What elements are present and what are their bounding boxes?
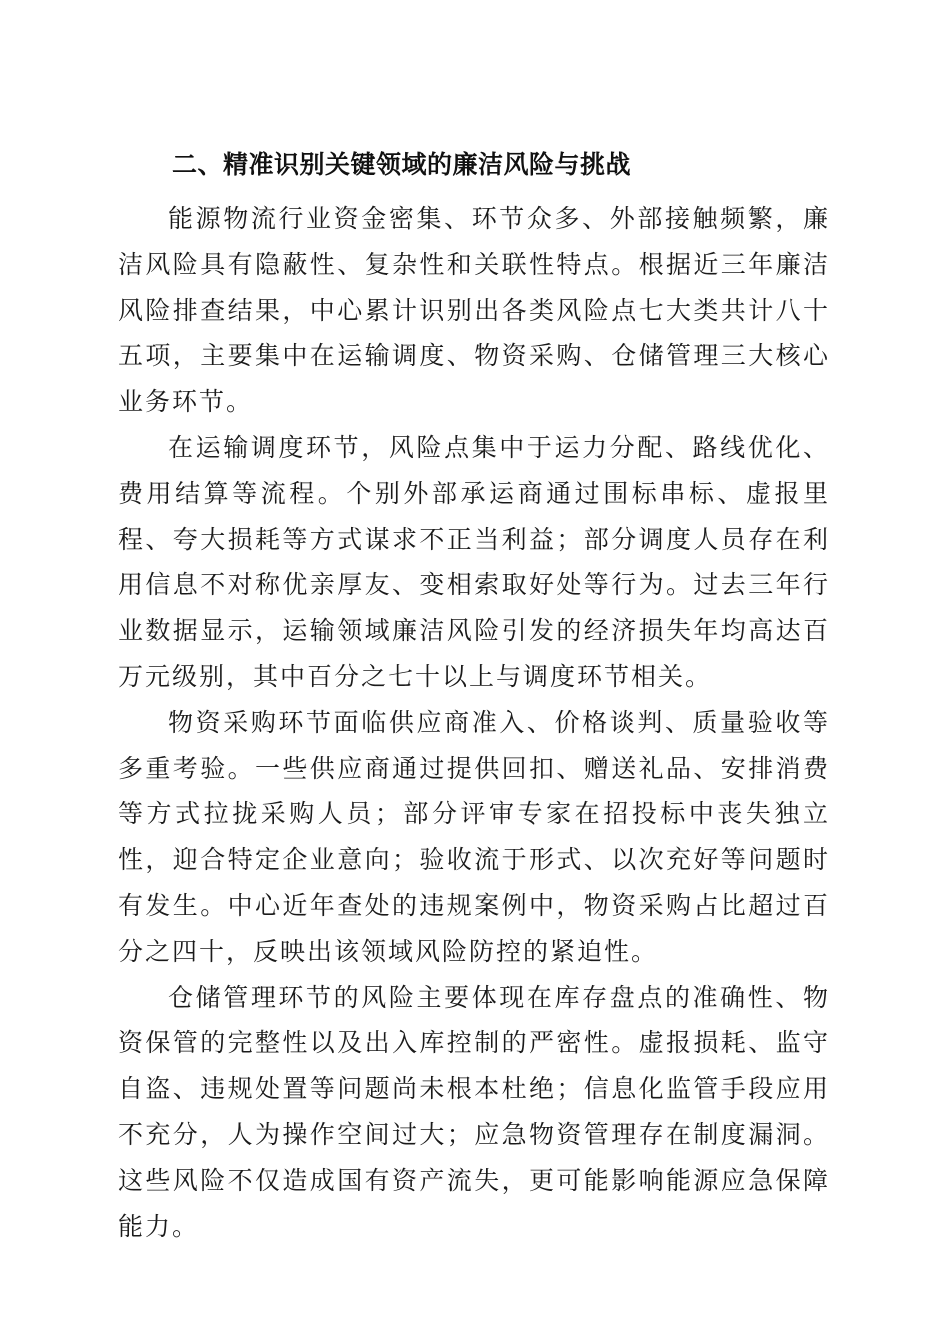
paragraph-transport: 在运输调度环节，风险点集中于运力分配、路线优化、费用结算等流程。个别外部承运商通过围标串标、虚报里程、夸大损耗等方式谋求不正当利益；部分调度人员存在利用信息不对称优亲厚友、变相索取好处等行为。过去三年行业数据显示，运输领域廉洁风险引发的经济损失年均高达百万元级别，其中百分之七十以上与调度环节相关。 (118, 432, 830, 691)
document-body (118, 148, 830, 1249)
section-heading: 二、精准识别关键领域的廉洁风险与挑战 (172, 150, 632, 179)
paragraph-warehouse: 仓储管理环节的风险主要体现在库存盘点的准确性、物资保管的完整性以及出入库控制的严密性。虚报损耗、监守自盗、违规处置等问题尚未根本杜绝；信息化监管手段应用不充分，人为操作空间过大；应急物资管理存在制度漏洞。这些风险不仅造成国有资产流失，更可能影响能源应急保障能力。 (118, 982, 830, 1241)
paragraph-overview: 能源物流行业资金密集、环节众多、外部接触频繁，廉洁风险具有隐蔽性、复杂性和关联性特点。根据近三年廉洁风险排查结果，中心累计识别出各类风险点七大类共计八十五项，主要集中在运输调度、物资采购、仓储管理三大核心业务环节。 (118, 204, 830, 417)
paragraph-procurement: 物资采购环节面临供应商准入、价格谈判、质量验收等多重考验。一些供应商通过提供回扣、赠送礼品、安排消费等方式拉拢采购人员；部分评审专家在招投标中丧失独立性，迎合特定企业意向；验收流于形式、以次充好等问题时有发生。中心近年查处的违规案例中，物资采购占比超过百分之四十，反映出该领域风险防控的紧迫性。 (118, 707, 830, 966)
